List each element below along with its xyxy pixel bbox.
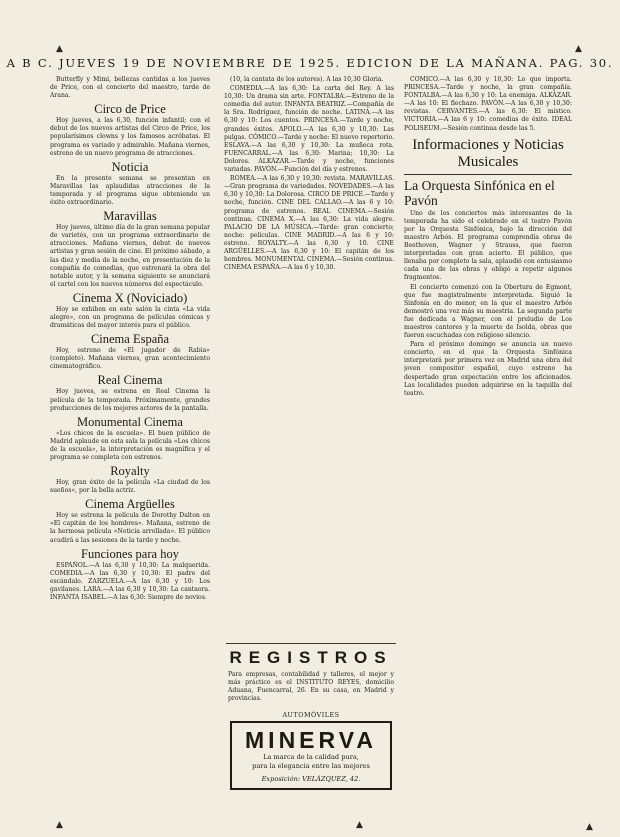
ad-address: Exposición: VELÁZQUEZ, 42.	[261, 775, 361, 783]
orquesta-text: Para el próximo domingo se anuncia un nuevo concierto, en el que la Orquesta Sinfónica interpretará por primera vez en Madrid una obra del joven compositor español, cuyo estreno ha despertado gran expectación entre los aficionados. Las localidades pueden adquirirse en la taquilla del teatro.	[404, 341, 572, 397]
section-text-circo: Hoy jueves, a las 6,30, función infantil; con el debut de los nuevos artistas del Circo de Price, los popularísimos clowns y los famosos acróbatas. El programa es variado y admirable. Mañana viernes, estreno de un nuevo programa de atracciones.	[50, 117, 210, 157]
section-title-noticia: Noticia	[111, 159, 149, 174]
ad-line: La marca de la calidad pura,	[263, 753, 359, 761]
ad-brand: MINERVA	[245, 727, 377, 753]
section-text-cinema-x: Hoy se exhiben en este salón la cinta «La vida alegre», con un programa de películas cómicas y dramáticas del mayor interés para el público.	[50, 305, 210, 330]
section-text-maravillas: Hoy jueves, último día de la gran semana popular de varietés, con un programa extraordinario de atracciones. Mañana viernes, debut de nuevos artistas y gran sesión de cine. El próximo sábado, a las diez y media de la noche, en presentación de la compañía de comedias, que estrenará la obra del notable autor, y la semana siguiente se anunciará el cartel con los nuevos números del espectáculo.	[50, 224, 210, 288]
crop-mark: ▲	[356, 820, 363, 830]
lead-paragraph: (10, la cantata de los autores). A las 10,30 Gloria.	[230, 76, 384, 83]
section-title-monumental: Monumental Cinema	[77, 414, 183, 429]
section-text-noticia: En la presente semana se presentan en Maravillas las aplaudidas atracciones de la temporada y el programa sigue obteniendo un éxito extraordinario.	[50, 174, 210, 207]
section-title-cinema-x: Cinema X (Noviciado)	[72, 290, 188, 305]
section-title-royalty: Royalty	[110, 464, 150, 479]
section-text-funciones: ESPAÑOL.—A las 6,30 y 10,30: La malquerida. COMEDIA.—A las 6,30 y 10,30: El padre del escándalo. ZARZUELA.—A las 6,30 y 10: Los gavilanes. LARA.—A las 6,30 y 10,30: La cantaora. INFANTA ISABEL.—A las 6,30: Siempre de novios.	[50, 561, 210, 602]
crop-mark: ▲	[586, 822, 593, 832]
lead-paragraph: Butterfly y Mimí, bellezas cantidas a los jueves de Price, con el concierto del maestro, tarde de Arana.	[50, 76, 210, 100]
listings-paragraph: ROMEA.—A las 6,30 y 10,30: revista. MARAVILLAS.—Gran programa de variedades. NOVEDADES.—A las 6,30 y 10,30: La Dolorosa. CIRCO DE PRICE.—Tarde y noche, función. CINE DEL CALLAO.—A las 6 y 10: programa de estrenos. REAL CINEMA.—Sesión continua. CINEMA X.—A las 6,30: La vida alegre. PALACIO DE LA MÚSICA.—Tarde: gran concierto; noche: películas. CINE MADRID.—A las 6 y 10: estreno. ROYALTY.—A las 6,30 y 10. CINE ARGÜELLES.—A las 6,30 y 10: El capitán de los hombres. MONUMENTAL CINEMA.—Sesión continua. CINEMA ESPAÑA.—A las 6 y 10,30.	[224, 175, 394, 272]
registros-text: Para empresas, contabilidad y talleres, el mejor y más práctico es el INSTITUTO REYES, domicilio Aduana, Fuencarral, 26. En su casa, en Madrid y provincias.	[228, 671, 394, 702]
lead-paragraph: CÓMICO.—A las 6,30 y 10,30: Lo que importa. PRINCESA.—Tarde y noche, la gran compañía. FONTALBA.—A las 6,30 y 10: La enemiga. ALKÁZAR.—A las 10: El flechazo. PAVÓN.—A las 6,30 y 10,30: revistas. CERVANTES.—A las 6,30: El místico. VICTORIA.—A las 6 y 10: comedias de éxito. IDEAL POLISEUM.—Sesión continua desde las 5.	[404, 76, 572, 132]
divider	[404, 174, 572, 175]
orquesta-title: La Orquesta Sinfónica en el Pavón	[404, 177, 555, 208]
minerva-ad-frame	[230, 721, 392, 790]
crop-mark: ▲	[56, 44, 63, 54]
section-title-maravillas: Maravillas	[103, 209, 157, 224]
masthead: A B C. JUEVES 19 DE NOVIEMBRE DE 1925. EDICION DE LA MAÑANA. PAG. 30.	[6, 56, 614, 70]
section-text-monumental: «Los chicos de la escuela». El buen público de Madrid aplaude en esta sala la película «Los chicos de la escuela», la interpretación es magnífica y el programa se completa con estrenos.	[50, 429, 210, 461]
section-title-funciones: Funciones para hoy	[81, 546, 179, 561]
advertisement	[226, 640, 396, 828]
section-text-cinema-espana: Hoy, estreno de «El jugador de Rabia» (completo). Mañana viernes, gran acontecimiento cinematográfico.	[50, 347, 210, 371]
section-text-royalty: Hoy, gran éxito de la película «La ciudad de los sueños», por la bella actriz.	[50, 479, 210, 495]
section-title-arguelles: Cinema Argüelles	[85, 497, 175, 512]
column-right	[404, 76, 572, 834]
orquesta-text: El concierto comenzó con la Obertura de Egmont, que fue magistralmente interpretada. Siguió la Sinfonía en do menor, en la que el maestro Arbós demostró una vez más su maestría. La segunda parte fue dedicada a Wagner, con el preludio de Los maestros cantores y la muerte de Isolda, obras que fueron escuchadas con religioso silencio.	[404, 283, 572, 340]
informaciones-title: Informaciones y Noticias Musicales	[412, 136, 564, 170]
divider	[226, 643, 396, 644]
section-title-real-cinema: Real Cinema	[97, 373, 163, 388]
listings-paragraph: COMEDIA.—A las 6,30: La carta del Rey. A las 10,30: Un drama sin arte. FONTALBA.—Estreno de la comedia del autor. INFANTA BEATRIZ.—Compañía de la Sra. Rodríguez, función de noche. LATINA.—A las 6,30 y 10: Los cuentos. PRINCESA.—Tarde y noche, grandes éxitos. APOLO.—A las 6,30 y 10,30: Las pulgas. CÓMICO.—Tarde y noche: El nuevo repertorio. ESLAVA.—A las 6,30 y 10,30: La muñeca rota. FUENCARRAL.—A las 6,30: Marina; 10,30: La Dolores. ALKÁZAR.—Tarde y noche, funciones variadas. PAVÓN.—Función del día y estrenos.	[224, 85, 394, 174]
column-left	[50, 76, 210, 834]
orquesta-text: Uno de los conciertos más interesantes de la temporada ha sido el celebrado en el teatro Pavón por la Orquesta Sinfónica, bajo la dirección del maestro Arbós. El programa comprendía obras de Beethoven, Wagner y Strauss, que fueron interpretadas con gran acierto. El público, que llenaba por completo la sala, aplaudió con entusiasmo cada una de las obras y obligó a repetir algunos fragmentos.	[404, 209, 572, 282]
section-title-circo: Circo de Price	[94, 102, 166, 117]
section-text-arguelles: Hoy se estrena la película de Dorothy Dalton en «El capitán de los hombres». Mañana, estreno de la hermosa película «Noticia arrollada». El público acudirá a las sesiones de la tarde y noche.	[50, 512, 210, 544]
ad-category: AUTOMÓVILES	[282, 711, 340, 719]
section-text-real-cinema: Hoy jueves, se estrena en Real Cinema la película de la temporada. Próximamente, grandes producciones de los mejores actores de la pantalla.	[50, 388, 210, 412]
column-middle	[224, 76, 394, 622]
crop-mark: ▲	[575, 44, 582, 54]
ad-line: para la elegancia entre las mejores	[252, 762, 370, 770]
crop-mark: ▲	[56, 820, 63, 830]
section-title-cinema-espana: Cinema España	[90, 332, 170, 347]
registros-heading: REGISTROS	[229, 648, 393, 667]
